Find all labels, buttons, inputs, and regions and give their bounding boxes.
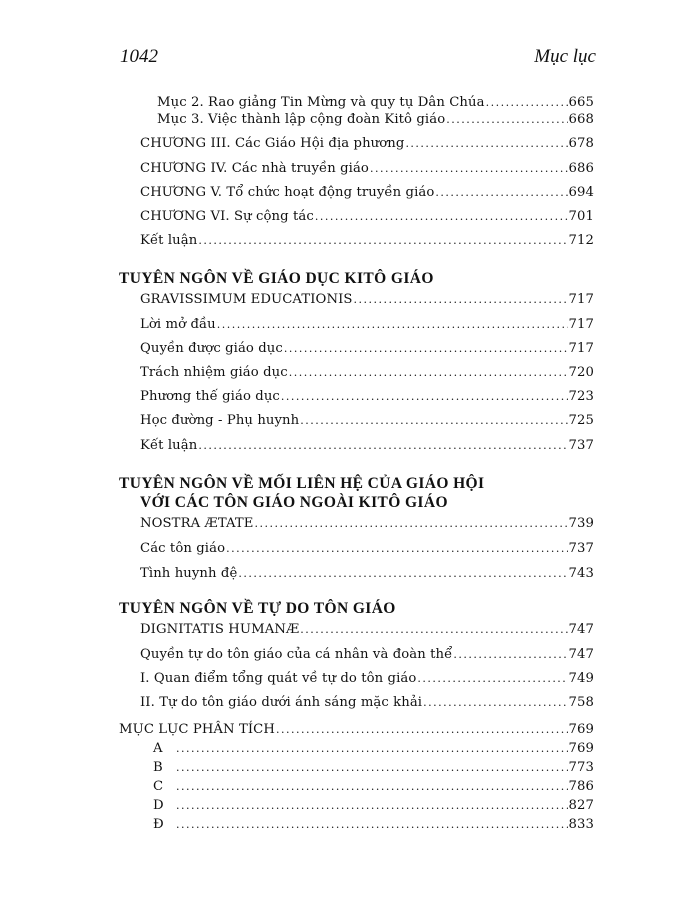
toc-entry: I. Quan điểm tổng quát về tự do tôn giáo ..... 749 xyxy=(140,669,594,689)
leader-dots xyxy=(284,339,568,359)
toc-entry: Học đường - Phụ huynh ..... 725 xyxy=(140,411,594,431)
toc-entry: Kết luận ..... 737 xyxy=(140,436,594,456)
toc-entry: Quyền được giáo dục ..... 717 xyxy=(140,339,594,359)
section-heading-line2: VỚI CÁC TÔN GIÁO NGOÀI KITÔ GIÁO xyxy=(140,494,448,511)
page-number: 1042 xyxy=(120,46,158,67)
index-letter: Đ ..... 833 xyxy=(153,815,594,835)
section-heading: TUYÊN NGÔN VỀ MỐI LIÊN HỆ CỦA GIÁO HỘI xyxy=(119,475,485,492)
leader-dots xyxy=(198,231,567,251)
toc-entry: CHƯƠNG III. Các Giáo Hội địa phương ..... 678 xyxy=(140,134,594,154)
leader-dots xyxy=(354,290,568,310)
toc-entry: CHƯƠNG V. Tổ chức hoạt động truyền giáo ..... 694 xyxy=(140,183,594,203)
toc-entry: Mục 3. Việc thành lập cộng đoàn Kitô giáo ..... 668 xyxy=(157,110,594,130)
toc-entry: Quyền tự do tôn giáo của cá nhân và đoàn thể ..... 747 xyxy=(140,645,594,665)
leader-dots xyxy=(226,539,567,559)
leader-dots xyxy=(281,387,568,407)
leader-dots xyxy=(276,720,568,740)
section-heading: TUYÊN NGÔN VỀ GIÁO DỤC KITÔ GIÁO xyxy=(119,270,434,287)
leader-dots xyxy=(289,363,568,383)
leader-dots xyxy=(315,207,568,227)
toc-entry: CHƯƠNG VI. Sự cộng tác ..... 701 xyxy=(140,207,594,227)
index-letter: C ..... 786 xyxy=(153,777,594,797)
index-letter: A ..... 769 xyxy=(153,739,594,759)
leader-dots xyxy=(255,514,568,534)
toc-entry: II. Tự do tôn giáo dưới ánh sáng mặc khải ..... 758 xyxy=(140,693,594,713)
leader-dots xyxy=(198,436,567,456)
leader-dots xyxy=(176,777,568,797)
toc-entry: Phương thế giáo dục ..... 723 xyxy=(140,387,594,407)
toc-entry: Trách nhiệm giáo dục ..... 720 xyxy=(140,363,594,383)
toc-entry: Các tôn giáo ..... 737 xyxy=(140,539,594,559)
leader-dots xyxy=(300,411,567,431)
section-heading: TUYÊN NGÔN VỀ TỰ DO TÔN GIÁO xyxy=(119,600,396,617)
leader-dots xyxy=(176,796,568,816)
leader-dots xyxy=(446,110,567,130)
leader-dots xyxy=(370,159,568,179)
leader-dots xyxy=(417,669,567,689)
toc-latin-title: NOSTRA ÆTATE ..... 739 xyxy=(140,514,594,534)
toc-latin-title: DIGNITATIS HUMANÆ ..... 747 xyxy=(140,620,594,640)
leader-dots xyxy=(176,739,568,759)
leader-dots xyxy=(238,564,567,584)
toc-entry: CHƯƠNG IV. Các nhà truyền giáo ..... 686 xyxy=(140,159,594,179)
toc-entry: Mục 2. Rao giảng Tin Mừng và quy tụ Dân Chúa ..... 665 xyxy=(157,93,594,113)
toc-entry: Kết luận ..... 712 xyxy=(140,231,594,251)
toc-entry: Tình huynh đệ ..... 743 xyxy=(140,564,594,584)
leader-dots xyxy=(435,183,567,203)
toc-latin-title: GRAVISSIMUM EDUCATIONIS ..... 717 xyxy=(140,290,594,310)
leader-dots xyxy=(217,315,568,335)
leader-dots xyxy=(405,134,567,154)
leader-dots xyxy=(176,815,568,835)
index-title: MỤC LỤC PHÂN TÍCH ..... 769 xyxy=(119,720,594,740)
index-letter: D ..... 827 xyxy=(153,796,594,816)
toc-entry: Lời mở đầu ..... 717 xyxy=(140,315,594,335)
running-title: Mục lục xyxy=(534,46,596,67)
leader-dots xyxy=(176,758,568,778)
leader-dots xyxy=(300,620,567,640)
leader-dots xyxy=(453,645,567,665)
index-letter: B ..... 773 xyxy=(153,758,594,778)
leader-dots xyxy=(423,693,567,713)
